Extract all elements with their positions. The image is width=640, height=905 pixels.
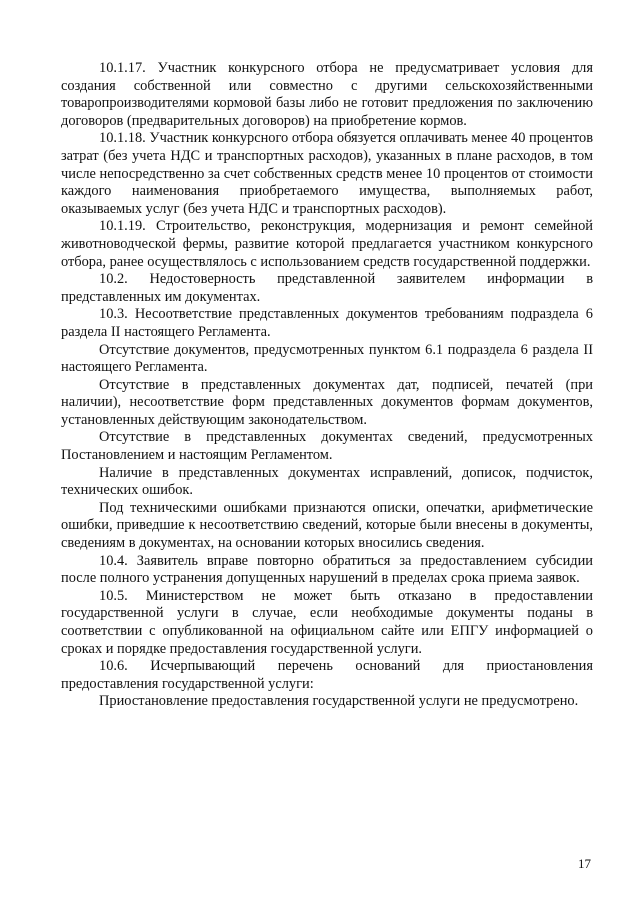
paragraph-missing-documents: Отсутствие документов, предусмотренных пунктом 6.1 подраздела 6 раздела II настоящего Регламента. [61,341,593,376]
paragraph-missing-information: Отсутствие в представленных документах сведений, предусмотренных Постановлением и настоящим Регламентом. [61,429,593,464]
paragraph-corrections: Наличие в представленных документах исправлений, дописок, подчисток, технических ошибок. [61,464,593,499]
paragraph-10-5: 10.5. Министерством не может быть отказано в предоставлении государственной услуги в случае, если необходимые документы поданы в соответствии с опубликованной на официальном сайте или ЕПГУ информацией о сроках и порядке предоставления государственной услуги. [61,587,593,657]
paragraph-10-1-17: 10.1.17. Участник конкурсного отбора не предусматривает условия для создания собственной или совместно с другими сельскохозяйственными товаропроизводителями кормовой базы либо не готовит предложения по заключению договоров (предварительных договоров) на приобретение кормов. [61,60,593,129]
paragraph-suspension: Приостановление предоставления государственной услуги не предусмотрено. [99,693,579,710]
paragraph-missing-dates-signatures: Отсутствие в представленных документах дат, подписей, печатей (при наличии), несоответствие форм представленных документов формам документов, установленных действующим законодательством. [61,376,593,428]
document-body [61,60,593,711]
paragraph-10-3: 10.3. Несоответствие представленных документов требованиям подраздела 6 раздела II настоящего Регламента. [61,306,593,340]
page-number: 17 [578,856,591,871]
paragraph-10-4: 10.4. Заявитель вправе повторно обратиться за предоставлением субсидии после полного устранения допущенных нарушений в пределах срока приема заявок. [61,552,593,587]
paragraph-10-1-18: 10.1.18. Участник конкурсного отбора обязуется оплачивать менее 40 процентов затрат (без учета НДС и транспортных расходов), указанных в плане расходов, в том числе непосредственно за счет собственных средств менее 10 процентов от стоимости каждого наименования приобретаемого имущества, выполняемых работ, оказываемых услуг (без учета НДС и транспортных расходов). [61,130,593,217]
paragraph-10-1-19: 10.1.19. Строительство, реконструкция, модернизация и ремонт семейной животноводческой фермы, развитие которой предлагается участником конкурсного отбора, ранее осуществлялось с использованием средств государственной поддержки. [61,218,593,270]
paragraph-technical-errors: Под техническими ошибками признаются описки, опечатки, арифметические ошибки, приведшие к несоответствию сведений, которые были внесены в документы, сведениям в документах, на основании которых вносились сведения. [61,499,593,552]
paragraph-10-2: 10.2. Недостоверность представленной заявителем информации в представленных им документах. [61,271,593,305]
paragraph-10-6: 10.6. Исчерпывающий перечень оснований для приостановления предоставления государственной услуги: [61,658,593,692]
